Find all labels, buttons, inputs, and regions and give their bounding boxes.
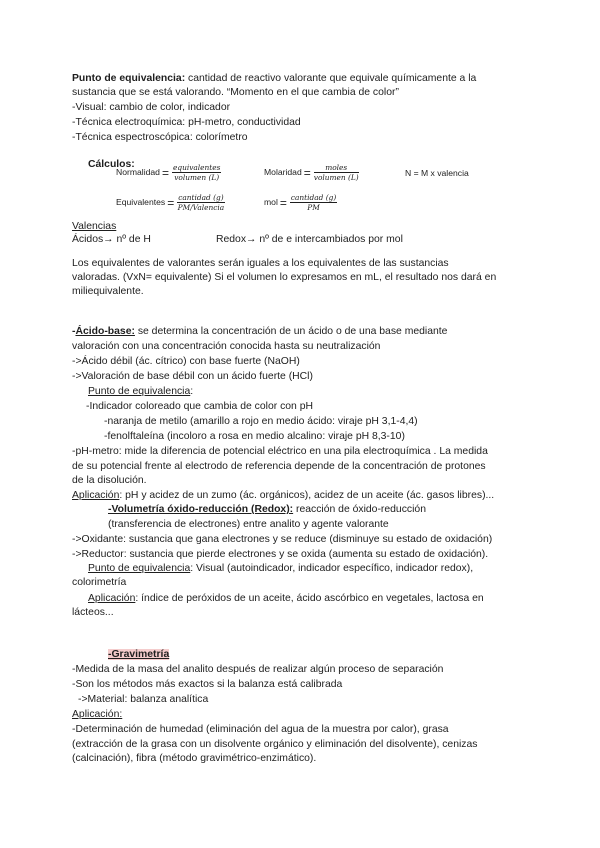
equivalentes-line-3: miliequivalente. [72, 286, 144, 297]
valencias-redox: Redox→ nº de e intercambiados por mol [216, 234, 403, 245]
redox-reductor: ->Reductor: sustancia que pierde electrones y se oxida (aumenta su estado de oxidación). [72, 549, 489, 560]
acido-base-title: Ácido-base: [75, 326, 135, 337]
acido-base-line-4: ->Valoración de base débil con un ácido fuerte (HCl) [72, 371, 313, 382]
redox-line-2: (transferencia de electrones) entre analito y agente valorante [108, 519, 389, 530]
gravimetria-aplicacion: Aplicación: [72, 709, 123, 720]
intro-line-1: Punto de equivalencia: cantidad de reactivo valorante que equivale químicamente a la [72, 73, 477, 84]
redox-line-1: -Volumetría óxido-reducción (Redox): reacción de óxido-reducción [108, 504, 426, 515]
valencias-acidos: Ácidos→ nº de H [72, 234, 151, 245]
equivalentes-line-1: Los equivalentes de valorantes serán iguales a los equivalentes de las sustancias [72, 258, 449, 269]
redox-punto: Punto de equivalencia: Visual (autoindicador, indicador específico, indicador redox), [88, 563, 474, 574]
acido-base-naranja: -naranja de metilo (amarillo a rojo en medio ácido: viraje pH 3,1-4,4) [104, 416, 418, 427]
acido-base-phmetro-2: de su potencial frente al electrodo de referencia depende de la concentración de protones [72, 461, 486, 472]
acido-base-line-2: valoración con una concentración conocida hasta su neutralización [72, 341, 381, 352]
gravimetria-det-3: (calcinación), fibra (método gravimétrico-enzimático). [72, 753, 317, 764]
formula-mol: mol = $\frac{\text{cantidad (g)}}{PM}$ [264, 193, 337, 212]
acido-base-fenolftaleina: -fenolftaleína (incoloro a rosa en medio alcalino: viraje pH 8,3-10) [104, 431, 405, 442]
calculos-title: Cálculos: [88, 159, 135, 170]
formula-molaridad: Molaridad = $\frac{\text{moles}}{\text{volumen (L)}}$ [264, 163, 359, 182]
intro-line-2: sustancia que se está valorando. “Momento en el que cambia de color” [72, 87, 399, 98]
acido-base-indicador: -Indicador coloreado que cambia de color con pH [86, 401, 313, 412]
gravimetria-material: ->Material: balanza analítica [78, 694, 209, 705]
item-espectroscopica: -Técnica espectroscópica: colorímetro [72, 132, 248, 143]
item-electroquimica: -Técnica electroquímica: pH-metro, conductividad [72, 117, 301, 128]
gravimetria-title: -Gravimetría [108, 649, 170, 660]
acido-base-phmetro-1: -pH-metro: mide la diferencia de potencial eléctrico en una pila electroquímica . La medida [72, 446, 488, 457]
valencias-title: Valencias [72, 221, 117, 232]
acido-base-line-1: -Ácido-base: se determina la concentración de un ácido o de una base mediante [72, 326, 448, 337]
redox-colorimetria: colorimetría [72, 577, 127, 588]
gravimetria-det-2: (extracción de la grasa con un disolvente orgánico y eliminación del disolvente), cenizas [72, 739, 478, 750]
acido-base-punto: Punto de equivalencia: [88, 386, 194, 397]
redox-aplicacion: Aplicación: índice de peróxidos de un aceite, ácido ascórbico en vegetales, lactosa en [88, 593, 484, 604]
acido-base-aplicacion: Aplicación: pH y acidez de un zumo (ác. orgánicos), acidez de un aceite (ác. gasos libres)... [72, 490, 495, 501]
term-punto-equivalencia: Punto de equivalencia: [72, 73, 186, 84]
gravimetria-line-2: -Son los métodos más exactos si la balanza está calibrada [72, 679, 343, 690]
gravimetria-det-1: -Determinación de humedad (eliminación del agua de la muestra por calor), grasa [72, 724, 449, 735]
redox-oxidante: ->Oxidante: sustancia que gana electrones y se reduce (disminuye su estado de oxidación) [72, 534, 493, 545]
formula-normalidad: Normalidad = $\frac{\text{equivalentes}}{\text{volumen (L)}}$ [116, 163, 221, 182]
gravimetria-line-1: -Medida de la masa del analito después de realizar algún proceso de separación [72, 664, 444, 675]
item-visual: -Visual: cambio de color, indicador [72, 102, 231, 113]
acido-base-line-3: ->Ácido débil (ác. cítrico) con base fuerte (NaOH) [72, 356, 300, 367]
acido-base-phmetro-3: de la disolución. [72, 475, 147, 486]
gravimetria-title-row [108, 648, 169, 661]
formula-n-m-valencia: N = M x valencia [405, 168, 469, 178]
equivalentes-line-2: valoradas. (VxN= equivalente) Si el volumen lo expresamos en mL, el resultado nos dará en [72, 272, 497, 283]
formula-equivalentes: Equivalentes = $\frac{\text{cantidad (g)}}{\text{PM/Valencia}}$ [116, 193, 225, 212]
redox-lacteos: lácteos... [72, 607, 114, 618]
redox-title: -Volumetría óxido-reducción (Redox): [108, 504, 294, 515]
